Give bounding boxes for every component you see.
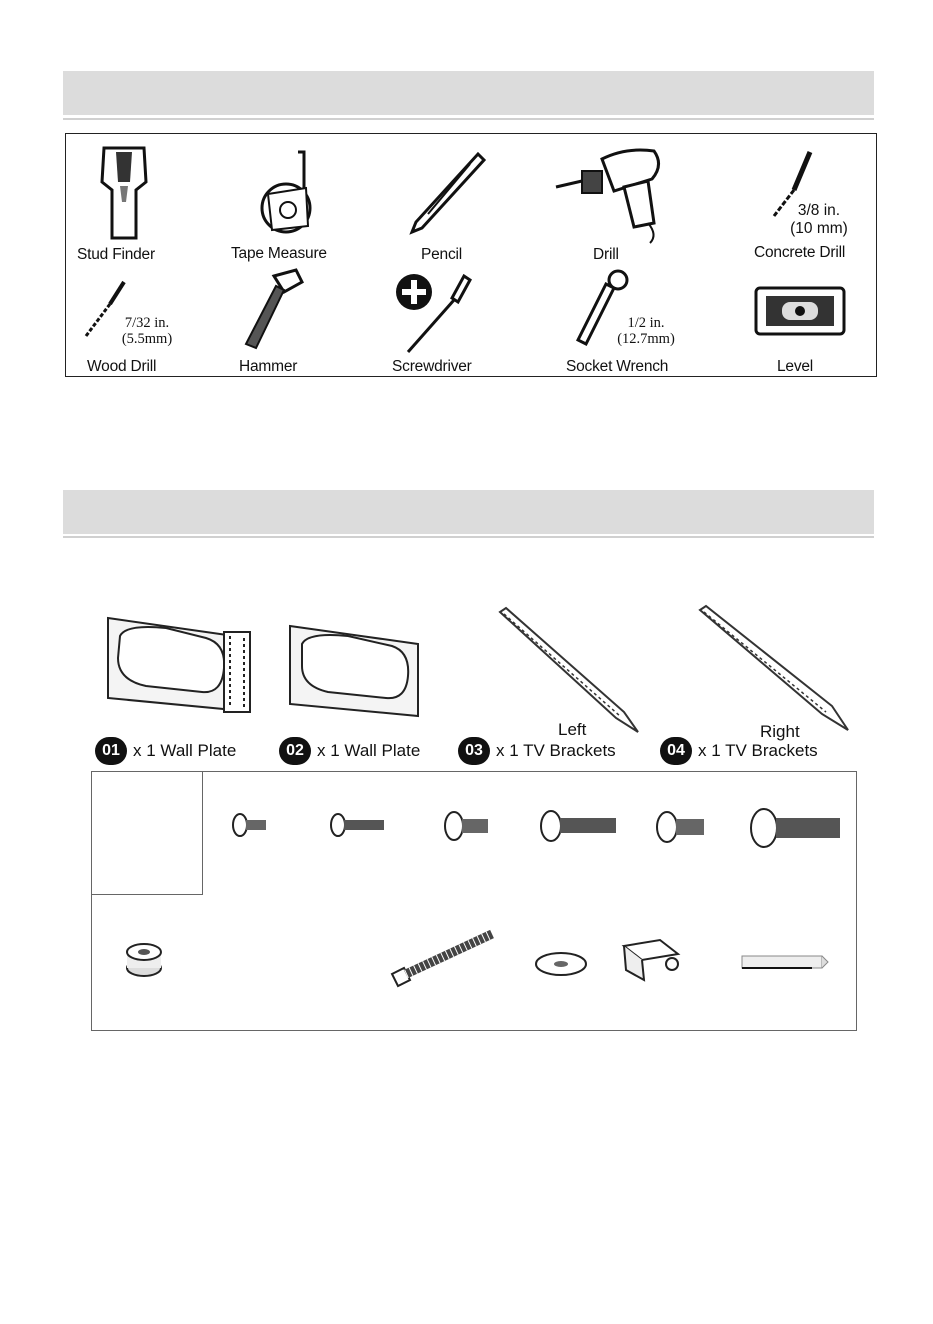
tool-label: Level: [777, 358, 814, 375]
tool-label: Pencil: [421, 246, 463, 263]
part-description: x 1 TV Brackets: [496, 741, 616, 760]
part-number-badge: 01: [95, 737, 127, 765]
bolt-m6-long-image: [540, 808, 618, 844]
bolt-m4-long-image: [330, 812, 386, 838]
stud-finder-icon: [96, 142, 152, 242]
tool-label: Drill: [593, 246, 619, 263]
part-caption: [660, 737, 818, 765]
hardware-legend-cell: [91, 771, 203, 895]
tool-spec: 7/32 in. (5.5mm): [121, 315, 173, 347]
tape-measure-icon: [258, 148, 318, 238]
drill-icon: [554, 143, 666, 243]
tool-label: Tape Measure: [231, 245, 327, 262]
pencil-icon: [408, 150, 484, 234]
tool-label: Stud Finder: [77, 246, 155, 263]
bolt-m6-short-image: [444, 810, 490, 842]
tool-label: Socket Wrench: [566, 358, 669, 375]
part-description: x 1 Wall Plate: [317, 741, 421, 760]
part-number-badge: 03: [458, 737, 490, 765]
washer-image: [534, 950, 588, 978]
wall-anchor-image: [740, 952, 830, 972]
tool-spec: 1/2 in. (12.7mm): [617, 315, 675, 347]
bracket-side-label: Left: [558, 720, 587, 739]
bolt-m8-long-image: [750, 806, 842, 850]
spacer-image: [124, 942, 164, 978]
tv-bracket-right-image: [696, 606, 852, 734]
lag-bolt-image: [388, 930, 496, 988]
wall-plate-large-image: [106, 614, 254, 714]
part-description: x 1 TV Brackets: [698, 741, 818, 760]
part-caption: [279, 737, 420, 765]
bracket-side-label: Right: [760, 722, 800, 741]
divider: [63, 536, 874, 538]
tool-label: Wood Drill: [87, 358, 157, 375]
section-header-band: [63, 490, 874, 534]
part-caption: [95, 737, 236, 765]
level-icon: [754, 286, 846, 336]
tool-label: Screwdriver: [392, 358, 472, 375]
bolt-m8-short-image: [656, 810, 706, 844]
divider: [63, 118, 874, 120]
part-description: x 1 Wall Plate: [133, 741, 237, 760]
part-caption: [458, 737, 616, 765]
hammer-icon: [240, 268, 306, 354]
tool-label: Concrete Drill: [754, 244, 846, 261]
tool-spec: 3/8 in. (10 mm): [790, 202, 848, 237]
screwdriver-icon: [394, 272, 478, 354]
bolt-m4-short-image: [232, 812, 268, 838]
tv-bracket-left-image: [496, 608, 644, 736]
tool-label: Hammer: [239, 358, 298, 375]
wall-plate-small-image: [288, 624, 422, 718]
section-header-band: [63, 71, 874, 115]
part-number-badge: 04: [660, 737, 692, 765]
part-number-badge: 02: [279, 737, 311, 765]
bracket-clip-image: [620, 936, 682, 982]
